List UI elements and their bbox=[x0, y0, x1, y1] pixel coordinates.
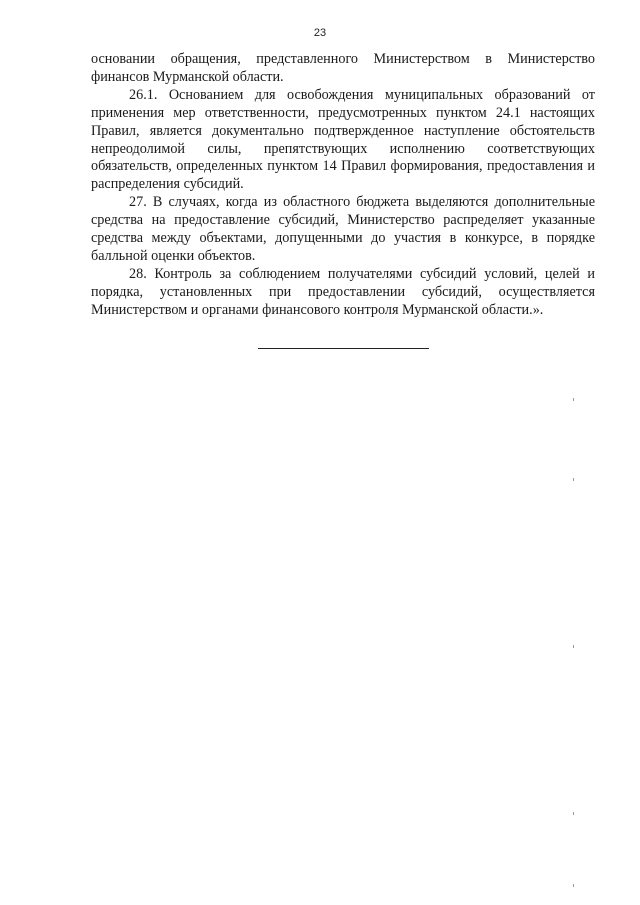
paragraph-continuation: основании обращения, представленного Министерством в Министерство финансов Мурманской области. bbox=[91, 51, 595, 85]
paragraph-28: 28. Контроль за соблюдением получателями субсидий условий, целей и порядка, установленных при предоставлении субсидий, осуществляется Министерством и органами финансового контроля Мурманской области.». bbox=[91, 265, 595, 318]
scan-mark bbox=[573, 478, 574, 481]
scan-mark bbox=[573, 884, 574, 887]
closing-rule bbox=[258, 348, 429, 349]
scan-mark bbox=[573, 398, 574, 401]
paragraph-26-1: 26.1. Основанием для освобождения муниципальных образований от применения мер ответственности, предусмотренных пунктом 24.1 настоящих Правил, является документально подтвержденное наступление обстоятельств непреодолимой силы, препятствующих исполнению соответствующих обязательств, определенных пунктом 14 Правил формирования, предоставления и распределения субсидий. bbox=[91, 86, 595, 193]
page-number: 23 bbox=[313, 27, 327, 39]
document-body bbox=[91, 51, 595, 320]
paragraph-27: 27. В случаях, когда из областного бюджета выделяются дополнительные средства на предоставление субсидий, Министерство распределяет указанные средства между объектами, допущенными до участия в конкурсе, в порядке балльной оценки объектов. bbox=[91, 194, 595, 264]
scan-mark bbox=[573, 645, 574, 648]
scan-mark bbox=[573, 812, 574, 815]
